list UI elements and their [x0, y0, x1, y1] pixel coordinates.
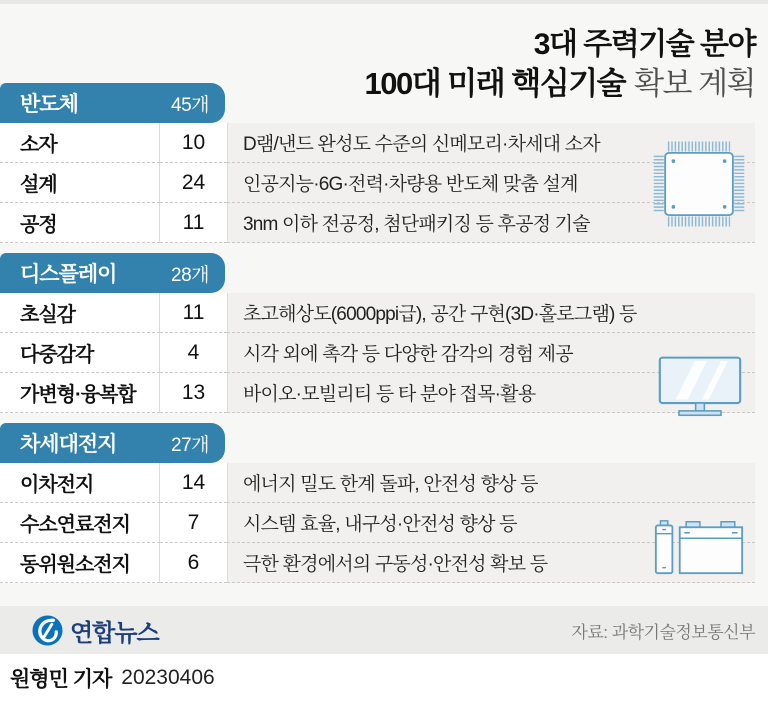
table-row: [0, 463, 755, 503]
table-row: [0, 123, 755, 163]
chip-icon: [653, 141, 745, 227]
source-credit: 자료: 과학기술정보통신부: [571, 622, 755, 642]
section-table: [0, 293, 755, 413]
title-line1: 3대 주력기술 분야: [533, 28, 755, 61]
section-name: 반도체: [20, 93, 78, 116]
row-label: 동위원소전지: [0, 543, 160, 583]
row-description: 에너지 밀도 한계 돌파, 안전성 향상 등: [227, 463, 755, 503]
table-row: [0, 373, 755, 413]
section-table: [0, 463, 755, 583]
section-battery: [0, 423, 755, 583]
section-table: [0, 123, 755, 243]
table-row: [0, 293, 755, 333]
table-row: [0, 543, 755, 583]
row-description: D램/낸드 완성도 수준의 신메모리·차세대 소자: [227, 123, 755, 163]
byline-date: 20230406: [121, 665, 215, 689]
yonhap-logo-text: 연합뉴스: [70, 619, 159, 647]
row-description: 시각 외에 촉각 등 다양한 감각의 경험 제공: [227, 333, 755, 373]
row-description: 시스템 효율, 내구성·안전성 향상 등: [227, 503, 755, 543]
table-row: [0, 163, 755, 203]
yonhap-logo: [32, 613, 159, 648]
byline-area: [0, 654, 768, 701]
table-row: [0, 333, 755, 373]
section-header-semiconductor: [0, 83, 225, 123]
row-description: 3nm 이하 전공정, 첨단패키징 등 후공정 기술: [227, 203, 755, 243]
row-count: 7: [160, 503, 227, 543]
section-header-battery: [0, 423, 225, 463]
row-label: 공정: [0, 203, 160, 243]
row-description: 극한 환경에서의 구동성·안전성 확보 등: [227, 543, 755, 583]
row-count: 14: [160, 463, 227, 503]
section-count-badge: 45개: [171, 94, 209, 116]
row-count: 6: [160, 543, 227, 583]
title-line2-bold: 100대 미래 핵심기술: [364, 66, 626, 101]
table-row: [0, 203, 755, 243]
row-label: 이차전지: [0, 463, 160, 503]
reporter-byline: 원형민 기자: [10, 667, 112, 691]
section-display: [0, 253, 755, 413]
row-description: 인공지능·6G·전력·차량용 반도체 맞춤 설계: [227, 163, 755, 203]
row-label: 다중감각: [0, 333, 160, 373]
row-label: 수소연료전지: [0, 503, 160, 543]
section-count-badge: 27개: [171, 434, 209, 456]
section-semiconductor: [0, 83, 755, 243]
sections-container: [0, 83, 755, 593]
section-name: 디스플레이: [20, 263, 117, 286]
title-line2-light: 확보 계획: [634, 66, 755, 101]
battery-icon: [653, 519, 745, 575]
row-label: 소자: [0, 123, 160, 163]
row-label: 설계: [0, 163, 160, 203]
yonhap-logo-icon: [32, 615, 63, 646]
row-description: 초고해상도(6000ppi급), 공간 구현(3D·홀로그램) 등: [227, 293, 755, 333]
table-row: [0, 503, 755, 543]
row-count: 24: [160, 163, 227, 203]
row-count: 11: [160, 203, 227, 243]
row-count: 10: [160, 123, 227, 163]
footer-band: [0, 606, 768, 654]
section-header-display: [0, 253, 225, 293]
section-name: 차세대전지: [20, 433, 117, 456]
row-count: 4: [160, 333, 227, 373]
row-count: 13: [160, 373, 227, 413]
top-divider: [0, 0, 768, 4]
row-count: 11: [160, 293, 227, 333]
row-description: 바이오·모빌리티 등 타 분야 접목·활용: [227, 373, 755, 413]
row-label: 초실감: [0, 293, 160, 333]
row-label: 가변형·융복합: [0, 373, 160, 413]
section-count-badge: 28개: [171, 264, 209, 286]
monitor-icon: [656, 355, 744, 417]
